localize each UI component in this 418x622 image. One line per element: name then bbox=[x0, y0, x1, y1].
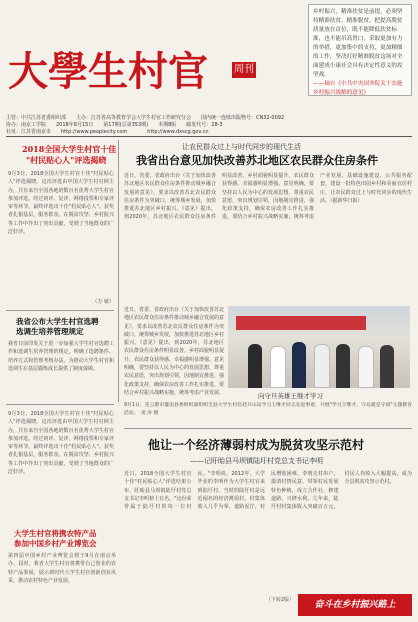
left-article-1-headline-2: "村民贴心人"评选揭晓 bbox=[26, 155, 107, 165]
main-headline: 我省出台意见加快改善苏北地区农民群众住房条件 bbox=[136, 154, 378, 167]
masthead-rule bbox=[6, 136, 412, 137]
left-article-3-headline-2: 参加中国乡村产业博览会 bbox=[14, 539, 97, 548]
masthead-title: 大學生村官 bbox=[8, 48, 208, 95]
info-line-3: 社址：江苏省南京市 http://www.peoplecity.com http://www.dxscg.gov.cn bbox=[6, 129, 209, 135]
photo-banner bbox=[236, 316, 366, 330]
photo-person bbox=[358, 346, 374, 388]
bottom-body: 近日，2018全国大学生村官十佳"村民贴心人"评选结果公布，盱眙县马坝镇陆圩村党总支书记李明榜上有名。"这份荣誉属于陆圩村的每一位村民。"李明说。2012年，大学毕业的李明作为大学生村官来到陆圩村。当时的陆圩村是远近闻名的经济薄弱村，村集体收入几乎为零，道路泥泞，村民增收困难。李明走村串户，摸清村情民意，带领村民发展特色种植，成立合作社，修建道路，兴修水利。几年来，陆圩村村集体收入突破百万元，村民人均收入大幅提高，成为全县脱贫攻坚示范村。 bbox=[124, 471, 412, 511]
bottom-rule bbox=[124, 428, 412, 429]
news-photo bbox=[228, 306, 410, 388]
left-article-2-headline: 我省公布大学生村官选聘 bbox=[16, 317, 99, 326]
main-body: 近日，省委、省政府出台《关于加快改善苏北地区农民群众住房条件推动城乡融合发展的意见》，要求以改善苏北农民群众住房条件为突破口，统筹城乡发展，加快推进苏北地区乡村振兴。《意见》提出，到2020年，苏北地区农民群众住房条件明显改善，乡村面貌明显提升，农民群众获得感、幸福感明显增强。意见明确，要坚持以人民为中心的发展思想，尊重农民意愿，突出规划引领，因地制宜推进，强化政策支持，确保农房改善工作扎实推进。要结合乡村振兴战略实施，统筹考虑产业发展、基础设施建设、公共服务配套，建设一批特色田园乡村和美丽宜居村庄，让农民群众过上与时代同步的现代生活。（据新华日报） bbox=[124, 173, 412, 221]
left-article-1-source: （方 敏） bbox=[92, 299, 114, 305]
photo-person bbox=[292, 342, 306, 388]
quote-text: 乡村振兴，精准扶贫是前提，必须坚持精准扶贫、精准脱贫，把提高脱贫质量放在首位，既不能降低扶贫标准，也不能吊高胃口，采取更加有力的举措，更加集中的支持，更加精细的工作，坚决打好精准脱贫这场对全面建成小康社会具有决定性意义的攻坚战。 bbox=[313, 9, 403, 78]
photo-person bbox=[380, 345, 394, 388]
photo-source: 窦 涛 摄 bbox=[140, 410, 159, 416]
photo-caption: 向守旦英雄王继才学习 bbox=[258, 392, 323, 400]
photo-person bbox=[336, 344, 350, 388]
left-article-3-body: 第四届中国乡村产业博览会将于9月在南京举办。届时，我省大学生村官将携带自己创业的农特产品参展，展示新时代大学生村官创新创业风采，推动农村特色产业发展。 bbox=[8, 553, 116, 584]
quote-box bbox=[308, 4, 412, 96]
info-line-2: 协办：南京工学院 2018年8月15日 第17期(总第353期) 本期8版 邮发代号：28-3 bbox=[6, 122, 223, 128]
section-banner: 奋斗在乡村振兴路上 bbox=[298, 594, 412, 616]
left-article-2-headline-2: 选调生培养管理规定 bbox=[16, 327, 84, 336]
photo-person bbox=[248, 344, 262, 388]
column-divider bbox=[118, 140, 119, 402]
masthead-badge: 周刊 bbox=[232, 62, 256, 78]
left-article-1-headline: 2018全国大学生村官十佳 bbox=[22, 144, 117, 154]
info-line-1: 主管：中共江苏省委组织部 主办：江苏省高等教育学会大学生村官工作研究分会 国内统一连续出版物号：CN32-0092 bbox=[6, 115, 285, 121]
left-article-2-continued: 9月3日，2018全国大学生村官十佳"村民贴心人"评选揭晓。这次评选由中国大学生村官网主办，共有来自全国各地的数百名优秀大学生村官参加评选。经过初评、复评、网络投票和专家评审等环节，最终评选出十佳"村民贴心人"。获奖者扎根基层，服务群众，在脱贫攻坚、乡村振兴等工作中作出了突出贡献，受到了当地群众的广泛好评。 bbox=[8, 411, 114, 476]
quote-source: ——摘自《中共中央国务院关于实施乡村振兴战略的意见》 bbox=[313, 81, 403, 96]
left-rule-2 bbox=[6, 404, 114, 405]
left-article-1-body: 9月3日，2018全国大学生村官十佳"村民贴心人"评选揭晓。这次评选由中国大学生村官网主办，共有来自全国各地的数百名优秀大学生村官参加评选。经过初评、复评、网络投票和专家评审等环节，最终评选出十佳"村民贴心人"。获奖者扎根基层，服务群众，在脱贫攻坚、乡村振兴等工作中作出了突出贡献，受到了当地群众的广泛好评。 bbox=[8, 171, 114, 236]
photo-person bbox=[270, 346, 286, 388]
main-kicker: 让农民群众过上与时代同步的现代生活 bbox=[182, 143, 301, 151]
left-article-2-body: 我省日前印发关于进一步加强大学生村官选聘工作和选调生培养管理的规定，明确了选聘条件、培养方式和管理考核办法，为推动大学生村官和选调生在基层锻炼成长提供了制度保障。 bbox=[8, 341, 114, 372]
main-body-continued: 近日，省委、省政府出台《关于加快改善苏北地区农民群众住房条件推动城乡融合发展的意见》，要求以改善苏北农民群众住房条件为突破口，统筹城乡发展，加快推进苏北地区乡村振兴。《意见》提出，到2020年，苏北地区农民群众住房条件明显改善，乡村面貌明显提升，农民群众获得感、幸福感明显增强。意见明确，要坚持以人民为中心的发展思想，尊重农民意愿，突出规划引领，因地制宜推进，强化政策支持，确保农房改善工作扎实推进。要结合乡村振兴战略实施，统筹考虑产业发展、 bbox=[124, 307, 224, 396]
bottom-source: （下转2版） bbox=[265, 597, 294, 603]
left-article-3-headline: 大学生村官将携农特产品 bbox=[14, 529, 97, 538]
masthead bbox=[6, 10, 256, 102]
left-rule-1 bbox=[6, 310, 114, 311]
photo-person bbox=[314, 344, 330, 388]
photo-note-text: 9月1日，连云港市灌南县委组织部组织全县大学生村官赴开山岛学习王继才同志先进事迹，开展"学习王继才，守岛就是守国"主题教育活动。 bbox=[124, 403, 412, 416]
bottom-headline: 他让一个经济薄弱村成为脱贫攻坚示范村 bbox=[148, 438, 365, 452]
bottom-subhead: ——记盱眙县马坝镇陆圩村党总支书记李明 bbox=[190, 457, 323, 465]
photo-note bbox=[124, 402, 412, 424]
